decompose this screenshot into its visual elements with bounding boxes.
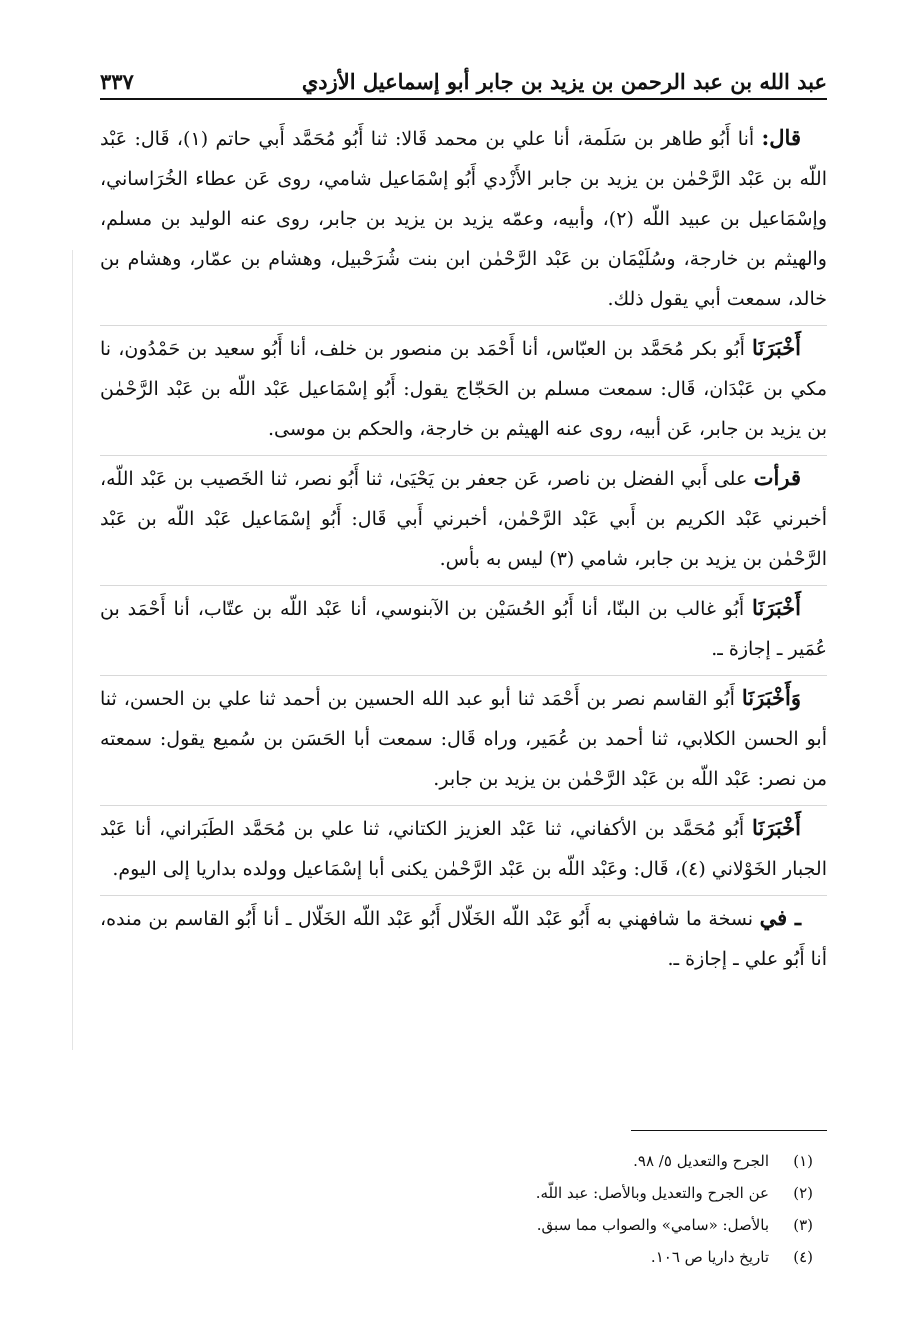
running-header (100, 62, 827, 100)
paragraph-lead: ـ في (759, 905, 801, 930)
footnote-number: (٣) (793, 1216, 813, 1234)
footnote-4 (300, 1241, 813, 1273)
paragraph-text: أَبُو غالب بن البنّا، أنا أَبُو الحُسَيْن بن الآبنوسي، أنا عَبْد اللّه بن عتّاب، أنا أَحْمَد بن عُمَير ـ إجازة ـ. (100, 598, 827, 660)
footnote-text: عن الجرح والتعديل وبالأصل: عبد اللّه. (535, 1184, 769, 1202)
paragraph-lead: أَخْبَرَنَا (752, 335, 802, 360)
paragraph-lead: أَخْبَرَنَا (752, 595, 801, 620)
paragraph-text: نسخة ما شافهني به أَبُو عَبْد اللّه الخَلّال أَبُو عَبْد اللّه الخَلّال ـ أنا أَبُو القاسم بن منده، أنا أَبُو علي ـ إجازة ـ. (100, 908, 827, 970)
paragraph-2 (100, 325, 827, 449)
footnote-number: (٢) (793, 1184, 813, 1202)
margin-guide-line (72, 250, 73, 1050)
footnote-text: تاريخ داريا ص ١٠٦. (650, 1248, 769, 1266)
paragraph-7 (100, 895, 827, 979)
paragraph-text: أَبُو القاسم نصر بن أَحْمَد ثنا أبو عبد الله الحسين بن أحمد ثنا علي بن الحسن، ثنا أبو الحسن الكلابي، ثنا أحمد بن عُمَير، وراه قَال: سمعت أبا الحَسَن بن سُميع يقول: سمعته من نصر: عَبْد اللّه بن عَبْد الرَّحْمٰن بن يزيد بن جابر. (100, 688, 827, 790)
paragraph-lead: قال: (761, 125, 801, 150)
paragraph-6 (100, 805, 827, 889)
footnotes (300, 1145, 813, 1273)
footnote-number: (١) (793, 1152, 813, 1170)
paragraph-text: أَبُو بكر مُحَمَّد بن العبّاس، أنا أَحْمَد بن منصور بن خلف، أنا أَبُو سعيد بن حَمْدُون، نا مكي بن عَبْدَان، قَال: سمعت مسلم بن الحَجّاج يقول: أَبُو إسْمَاعيل عَبْد اللّه بن عَبْد الرَّحْمٰن بن يزيد بن جابر، عَن أبيه، روى عنه الهيثم بن خارجة، والحكم بن موسى. (100, 338, 827, 440)
paragraph-lead: أَخْبَرَنَا (752, 815, 801, 840)
paragraph-lead: قرأت (753, 465, 801, 490)
footnote-1 (300, 1145, 813, 1177)
footnote-separator (631, 1130, 827, 1131)
header-title: عبد الله بن عبد الرحمن بن يزيد بن جابر أبو إسماعيل الأزدي (301, 69, 827, 94)
footnote-number: (٤) (793, 1248, 813, 1266)
paragraph-lead: وَأَخْبَرَنَا (741, 685, 801, 710)
paragraph-4 (100, 585, 827, 669)
body-text (100, 118, 827, 985)
paragraph-text: على أَبي الفضل بن ناصر، عَن جعفر بن يَحْيَىٰ، ثنا أَبُو نصر، ثنا الخَصيب بن عَبْد اللّه، أخبرني عَبْد الكريم بن أَبي عَبْد الرَّحْمٰن، أخبرني أَبي قَال: أَبُو إسْمَاعيل عَبْد اللّه بن عَبْد الرَّحْمٰن بن يزيد بن جابر، شامي (٣) ليس به بأس. (100, 468, 827, 570)
footnote-3 (300, 1209, 813, 1241)
footnote-text: بالأصل: «سامي» والصواب مما سبق. (536, 1216, 769, 1234)
paragraph-3 (100, 455, 827, 579)
footnote-text: الجرح والتعديل ٥/ ٩٨. (633, 1152, 769, 1170)
paragraph-1 (100, 118, 827, 319)
paragraph-text: أنا أَبُو طاهر بن سَلَمة، أنا علي بن محمد قَالا: ثنا أَبُو مُحَمَّد أَبي حاتم (١)، قَال: عَبْد اللّه بن عَبْد الرَّحْمٰن بن يزيد بن جابر الأَزْدي أَبُو إسْمَاعيل شامي، روى عَن عطاء الخُرَاساني، وإسْمَاعيل بن عبيد اللّه (٢)، وأبيه، وعمّه يزيد بن يزيد بن جابر، روى عنه الوليد بن مسلم، والهيثم بن خارجة، وسُلَيْمَان بن عَبْد الرَّحْمٰن ابن بنت شُرَحْبيل، وهشام بن عمّار، وهشام بن خالد، سمعت أبي يقول ذلك. (100, 128, 827, 310)
paragraph-5 (100, 675, 827, 799)
paragraph-text: أَبُو مُحَمَّد بن الأكفاني، ثنا عَبْد العزيز الكتاني، ثنا علي بن مُحَمَّد الطَبَراني، أنا عَبْد الجبار الخَوْلاني (٤)، قَال: وعَبْد اللّه بن عَبْد الرَّحْمٰن يكنى أبا إسْمَاعيل وولده بداريا إلى اليوم. (100, 818, 827, 880)
page-number: ٣٣٧ (100, 69, 134, 94)
footnote-2 (300, 1177, 813, 1209)
